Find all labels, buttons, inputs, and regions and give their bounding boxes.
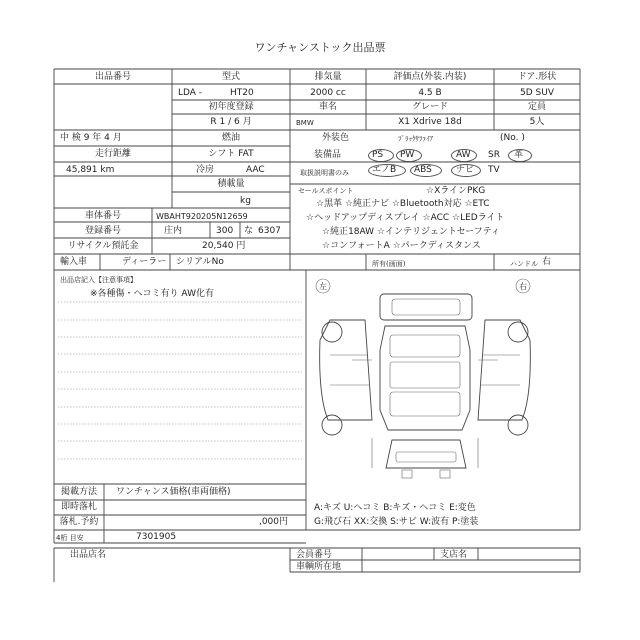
chassis-value: WBAHT920205N12659 xyxy=(156,212,248,221)
recycle-value: 20,540 円 xyxy=(202,241,246,251)
load-label: 積載量 xyxy=(217,179,245,189)
right-marker: 右 xyxy=(519,282,527,291)
displacement-value: 2000 cc xyxy=(310,88,346,98)
option-pw: PW xyxy=(400,150,415,160)
fuel-label: 燃油 xyxy=(221,133,240,143)
sales-point-1: ☆XラインPKG xyxy=(426,186,486,196)
ac-value: AAC xyxy=(246,165,265,175)
chassis-label: 車体番号 xyxy=(84,211,121,221)
sales-points-label: セールスポイント xyxy=(298,187,354,195)
model-label: 型式 xyxy=(221,72,240,82)
exterior-no: (No. ) xyxy=(500,133,525,143)
exterior-value: ﾌﾞﾗｯｸｻﾌｧｲｱ xyxy=(398,135,433,143)
score-label: 評価点(外装.内装) xyxy=(393,72,467,82)
option-leather-circle xyxy=(508,149,532,162)
comment-label: 4桁 目安 xyxy=(56,534,84,542)
dealer-label: ディーラー xyxy=(122,257,167,267)
listing-method-label: 掲載方法 xyxy=(60,487,97,497)
reg-class: 300 xyxy=(216,226,234,236)
option-tv: TV xyxy=(488,165,500,175)
comment-value: 7301905 xyxy=(136,532,177,542)
reg-area: 庄内 xyxy=(164,226,183,236)
load-unit: kg xyxy=(240,196,251,206)
maker-label: 車名 xyxy=(318,102,337,112)
option-abs: ABS xyxy=(414,165,432,175)
first-reg-label: 初年度登録 xyxy=(208,102,254,112)
ownership-label: 所有(画面) xyxy=(372,260,406,268)
remarks-header: 出品店記入【注意事項】 xyxy=(60,276,137,284)
contract-label: 落札.予約 xyxy=(59,517,99,527)
price-value: ,000円 xyxy=(258,517,288,527)
seller-label: 出品店名 xyxy=(70,550,107,560)
remarks-line-1: ※各種傷・ヘコミ有り AW化有 xyxy=(90,289,214,299)
import-label: 輸入車 xyxy=(60,257,88,267)
recycle-label: リサイクル預託金 xyxy=(67,241,139,251)
shift-label: シフト FAT xyxy=(208,149,254,159)
serial-label: シリアルNo xyxy=(176,257,224,267)
option-keyless: エノB xyxy=(372,165,397,175)
option-sr: SR xyxy=(488,150,500,160)
branch-label: 支店名 xyxy=(440,550,468,560)
grade-label: グレード xyxy=(411,102,448,112)
lot-no-label: 出品番号 xyxy=(94,72,131,82)
ac-label: 冷房 xyxy=(196,165,215,175)
sales-point-3: ☆ヘッドアップディスプレイ ☆ACC ☆LEDライト xyxy=(306,213,505,223)
option-abs-circle xyxy=(410,164,442,177)
capacity-value: 5人 xyxy=(529,117,545,127)
first-reg-value: R 1 / 6 月 xyxy=(210,117,252,127)
reg-number: 6307 xyxy=(258,226,281,236)
option-leather: 革 xyxy=(514,150,524,160)
handle-value: 右 xyxy=(542,257,552,267)
sales-point-2: ☆黒革 ☆純正ナビ ☆Bluetooth対応 ☆ETC xyxy=(316,199,490,209)
member-no-label: 会員番号 xyxy=(296,550,333,560)
reg-kana: な xyxy=(244,226,254,236)
document-title: ワンチャンストック出品票 xyxy=(254,41,386,54)
manual-note: 取扱説明書のみ xyxy=(300,169,349,177)
vehicle-location-label: 車輌所在地 xyxy=(296,562,342,572)
inspection-value: 中 検 9 年 4 月 xyxy=(60,133,122,143)
option-pw-circle xyxy=(396,149,422,162)
handle-label: ハンドル xyxy=(510,260,538,268)
grade-value: X1 Xdrive 18d xyxy=(398,117,462,127)
model-prefix: LDA - xyxy=(178,88,203,98)
option-navi-circle xyxy=(451,164,481,177)
option-navi: ナビ xyxy=(456,165,475,175)
sales-point-5: ☆コンフォートA ☆パークディスタンス xyxy=(322,241,481,251)
legend-line-2: G:飛び石 XX:交換 S:サビ W:波有 P:塗装 xyxy=(314,517,479,527)
model-value: HT20 xyxy=(230,88,254,98)
displacement-label: 排気量 xyxy=(314,72,342,82)
sales-point-4: ☆純正18AW ☆インテリジェントセーフティ xyxy=(322,227,501,237)
listing-method-value: ワンチャンス価格(車両価格) xyxy=(116,487,231,497)
score-value: 4.5 B xyxy=(418,88,442,98)
immediate-label: 即時落札 xyxy=(60,502,97,512)
option-keyless-circle xyxy=(368,164,406,177)
mileage-label: 走行距離 xyxy=(94,149,131,159)
door-shape-label: ドア.形状 xyxy=(517,72,557,82)
left-marker: 左 xyxy=(319,282,327,291)
option-aw-circle xyxy=(451,149,477,162)
mileage-value: 45,891 km xyxy=(66,165,115,175)
exterior-label: 外装色 xyxy=(322,133,350,143)
door-shape-value: 5D SUV xyxy=(520,88,554,98)
reg-label: 登録番号 xyxy=(84,226,121,236)
legend-line-1: A:キズ U:ヘコミ B:キズ・ヘコミ E:変色 xyxy=(314,503,476,513)
option-ps-circle xyxy=(368,149,394,162)
option-ps: PS xyxy=(372,150,384,160)
capacity-label: 定員 xyxy=(527,102,546,112)
option-aw: AW xyxy=(456,150,471,160)
maker-value: BMW xyxy=(296,119,314,127)
equipment-label: 装備品 xyxy=(314,150,342,160)
